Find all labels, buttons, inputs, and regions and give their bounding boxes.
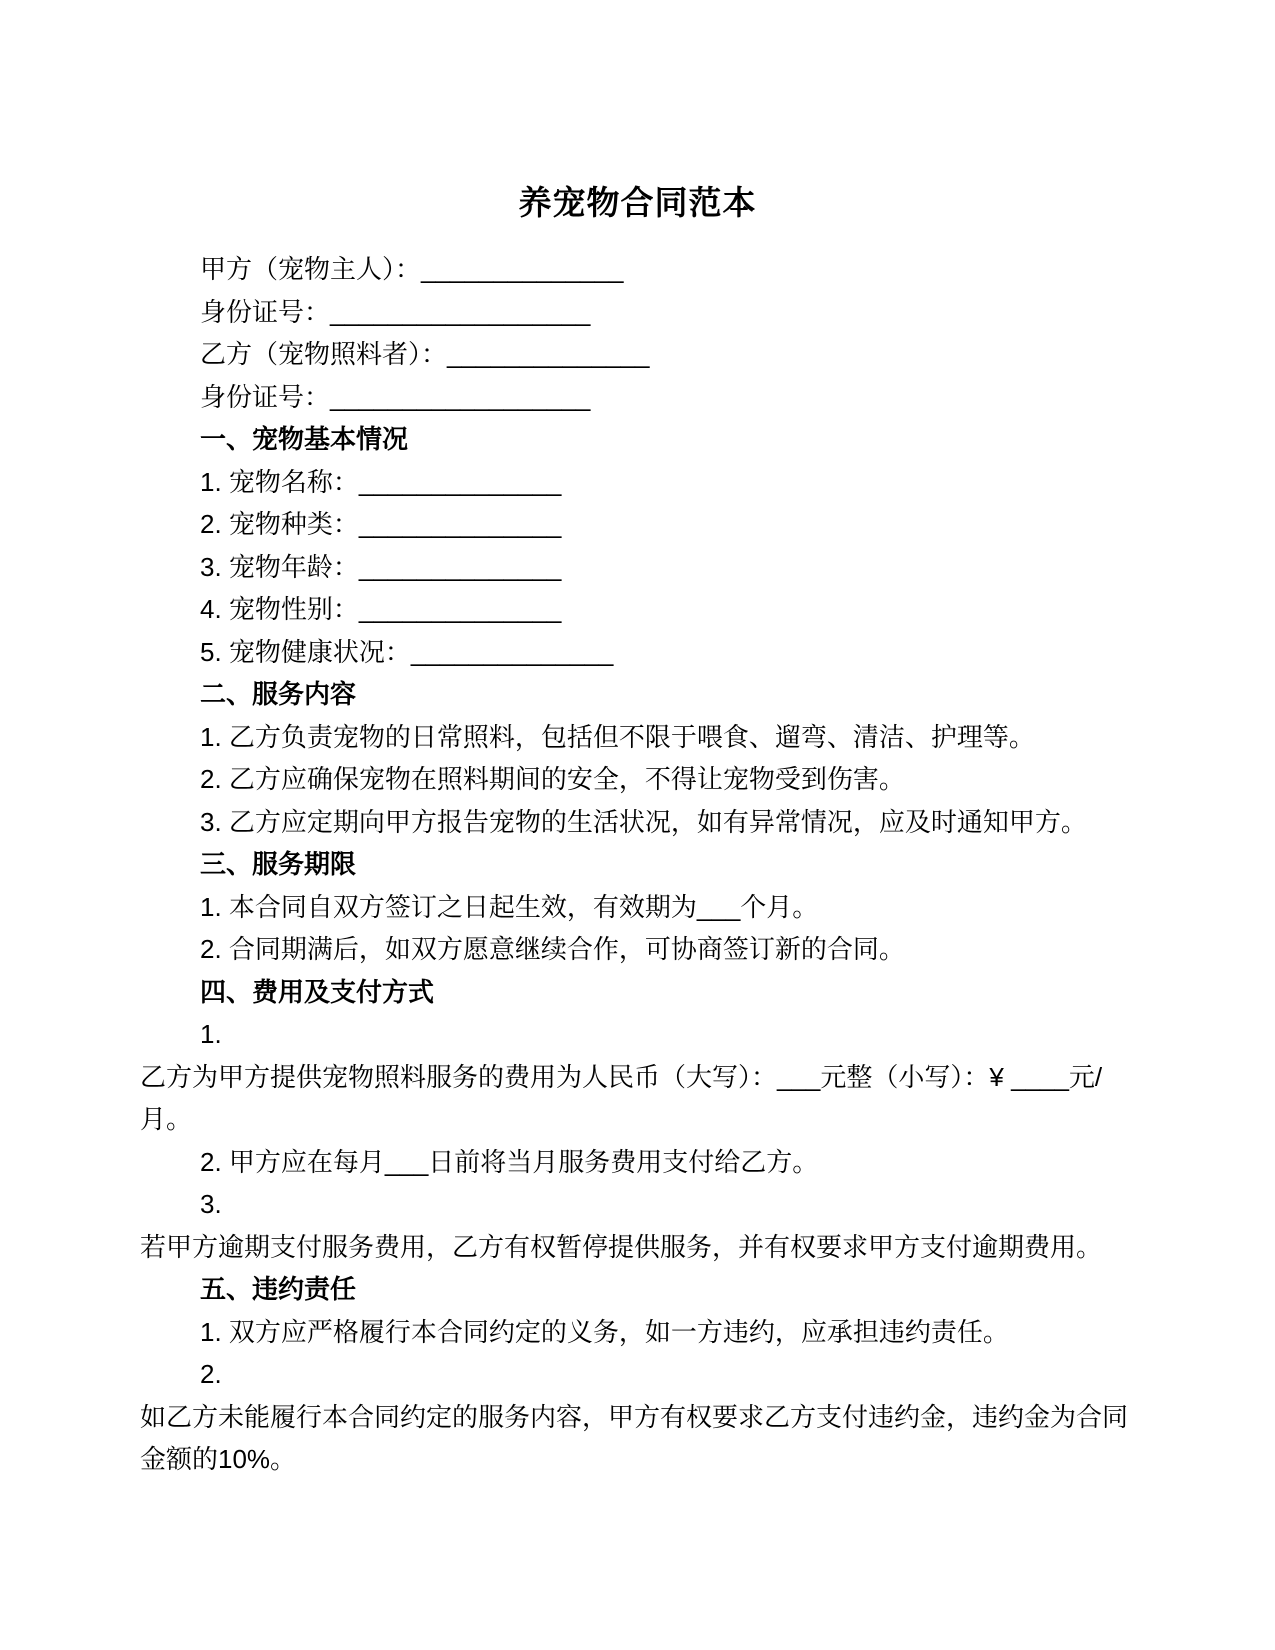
contract-line: 2. xyxy=(200,1359,222,1389)
contract-line: 1. 乙方负责宠物的日常照料，包括但不限于喂食、遛弯、清洁、护理等。 xyxy=(200,721,1035,752)
contract-line: 2. 乙方应确保宠物在照料期间的安全，不得让宠物受到伤害。 xyxy=(200,764,905,794)
contract-line: 甲方（宠物主人）：______________ xyxy=(200,254,624,284)
contract-line: 1. 双方应严格履行本合同约定的义务，如一方违约，应承担违约责任。 xyxy=(200,1316,1009,1347)
section-heading: 五、违约责任 xyxy=(200,1274,357,1304)
contract-line: 2. 合同期满后，如双方愿意继续合作，可协商签订新的合同。 xyxy=(200,934,905,964)
contract-line: 3. 宠物年龄：______________ xyxy=(200,551,562,582)
document-body xyxy=(140,248,1135,1481)
contract-line: 乙方为甲方提供宠物照料服务的费用为人民币（大写）：___元整（小写）：¥ ____元/月。 xyxy=(140,1061,1103,1134)
contract-line: 1. 本合同自双方签订之日起生效，有效期为___个月。 xyxy=(200,891,819,922)
contract-line: 3. xyxy=(200,1189,222,1219)
contract-line: 如乙方未能履行本合同约定的服务内容，甲方有权要求乙方支付违约金，违约金为合同金额的10%。 xyxy=(140,1401,1129,1474)
contract-line: 身份证号：__________________ xyxy=(200,381,591,412)
section-heading: 四、费用及支付方式 xyxy=(200,976,435,1007)
contract-line: 4. 宠物性别：______________ xyxy=(200,594,562,624)
contract-line: 1. 宠物名称：______________ xyxy=(200,466,562,497)
document-title: 养宠物合同范本 xyxy=(518,184,757,221)
section-heading: 三、服务期限 xyxy=(200,849,357,879)
contract-line: 5. 宠物健康状况：______________ xyxy=(200,636,614,667)
contract-line: 2. 宠物种类：______________ xyxy=(200,509,562,539)
contract-line: 身份证号：__________________ xyxy=(200,296,591,327)
contract-line: 若甲方逾期支付服务费用，乙方有权暂停提供服务，并有权要求甲方支付逾期费用。 xyxy=(140,1231,1103,1262)
section-heading: 一、宠物基本情况 xyxy=(200,424,409,454)
contract-line: 1. xyxy=(200,1019,222,1049)
contract-line: 3. 乙方应定期向甲方报告宠物的生活状况，如有异常情况，应及时通知甲方。 xyxy=(200,806,1087,837)
contract-line: 乙方（宠物照料者）：______________ xyxy=(200,339,650,369)
contract-line: 2. 甲方应在每月___日前将当月服务费用支付给乙方。 xyxy=(200,1146,819,1177)
section-heading: 二、服务内容 xyxy=(200,679,357,709)
